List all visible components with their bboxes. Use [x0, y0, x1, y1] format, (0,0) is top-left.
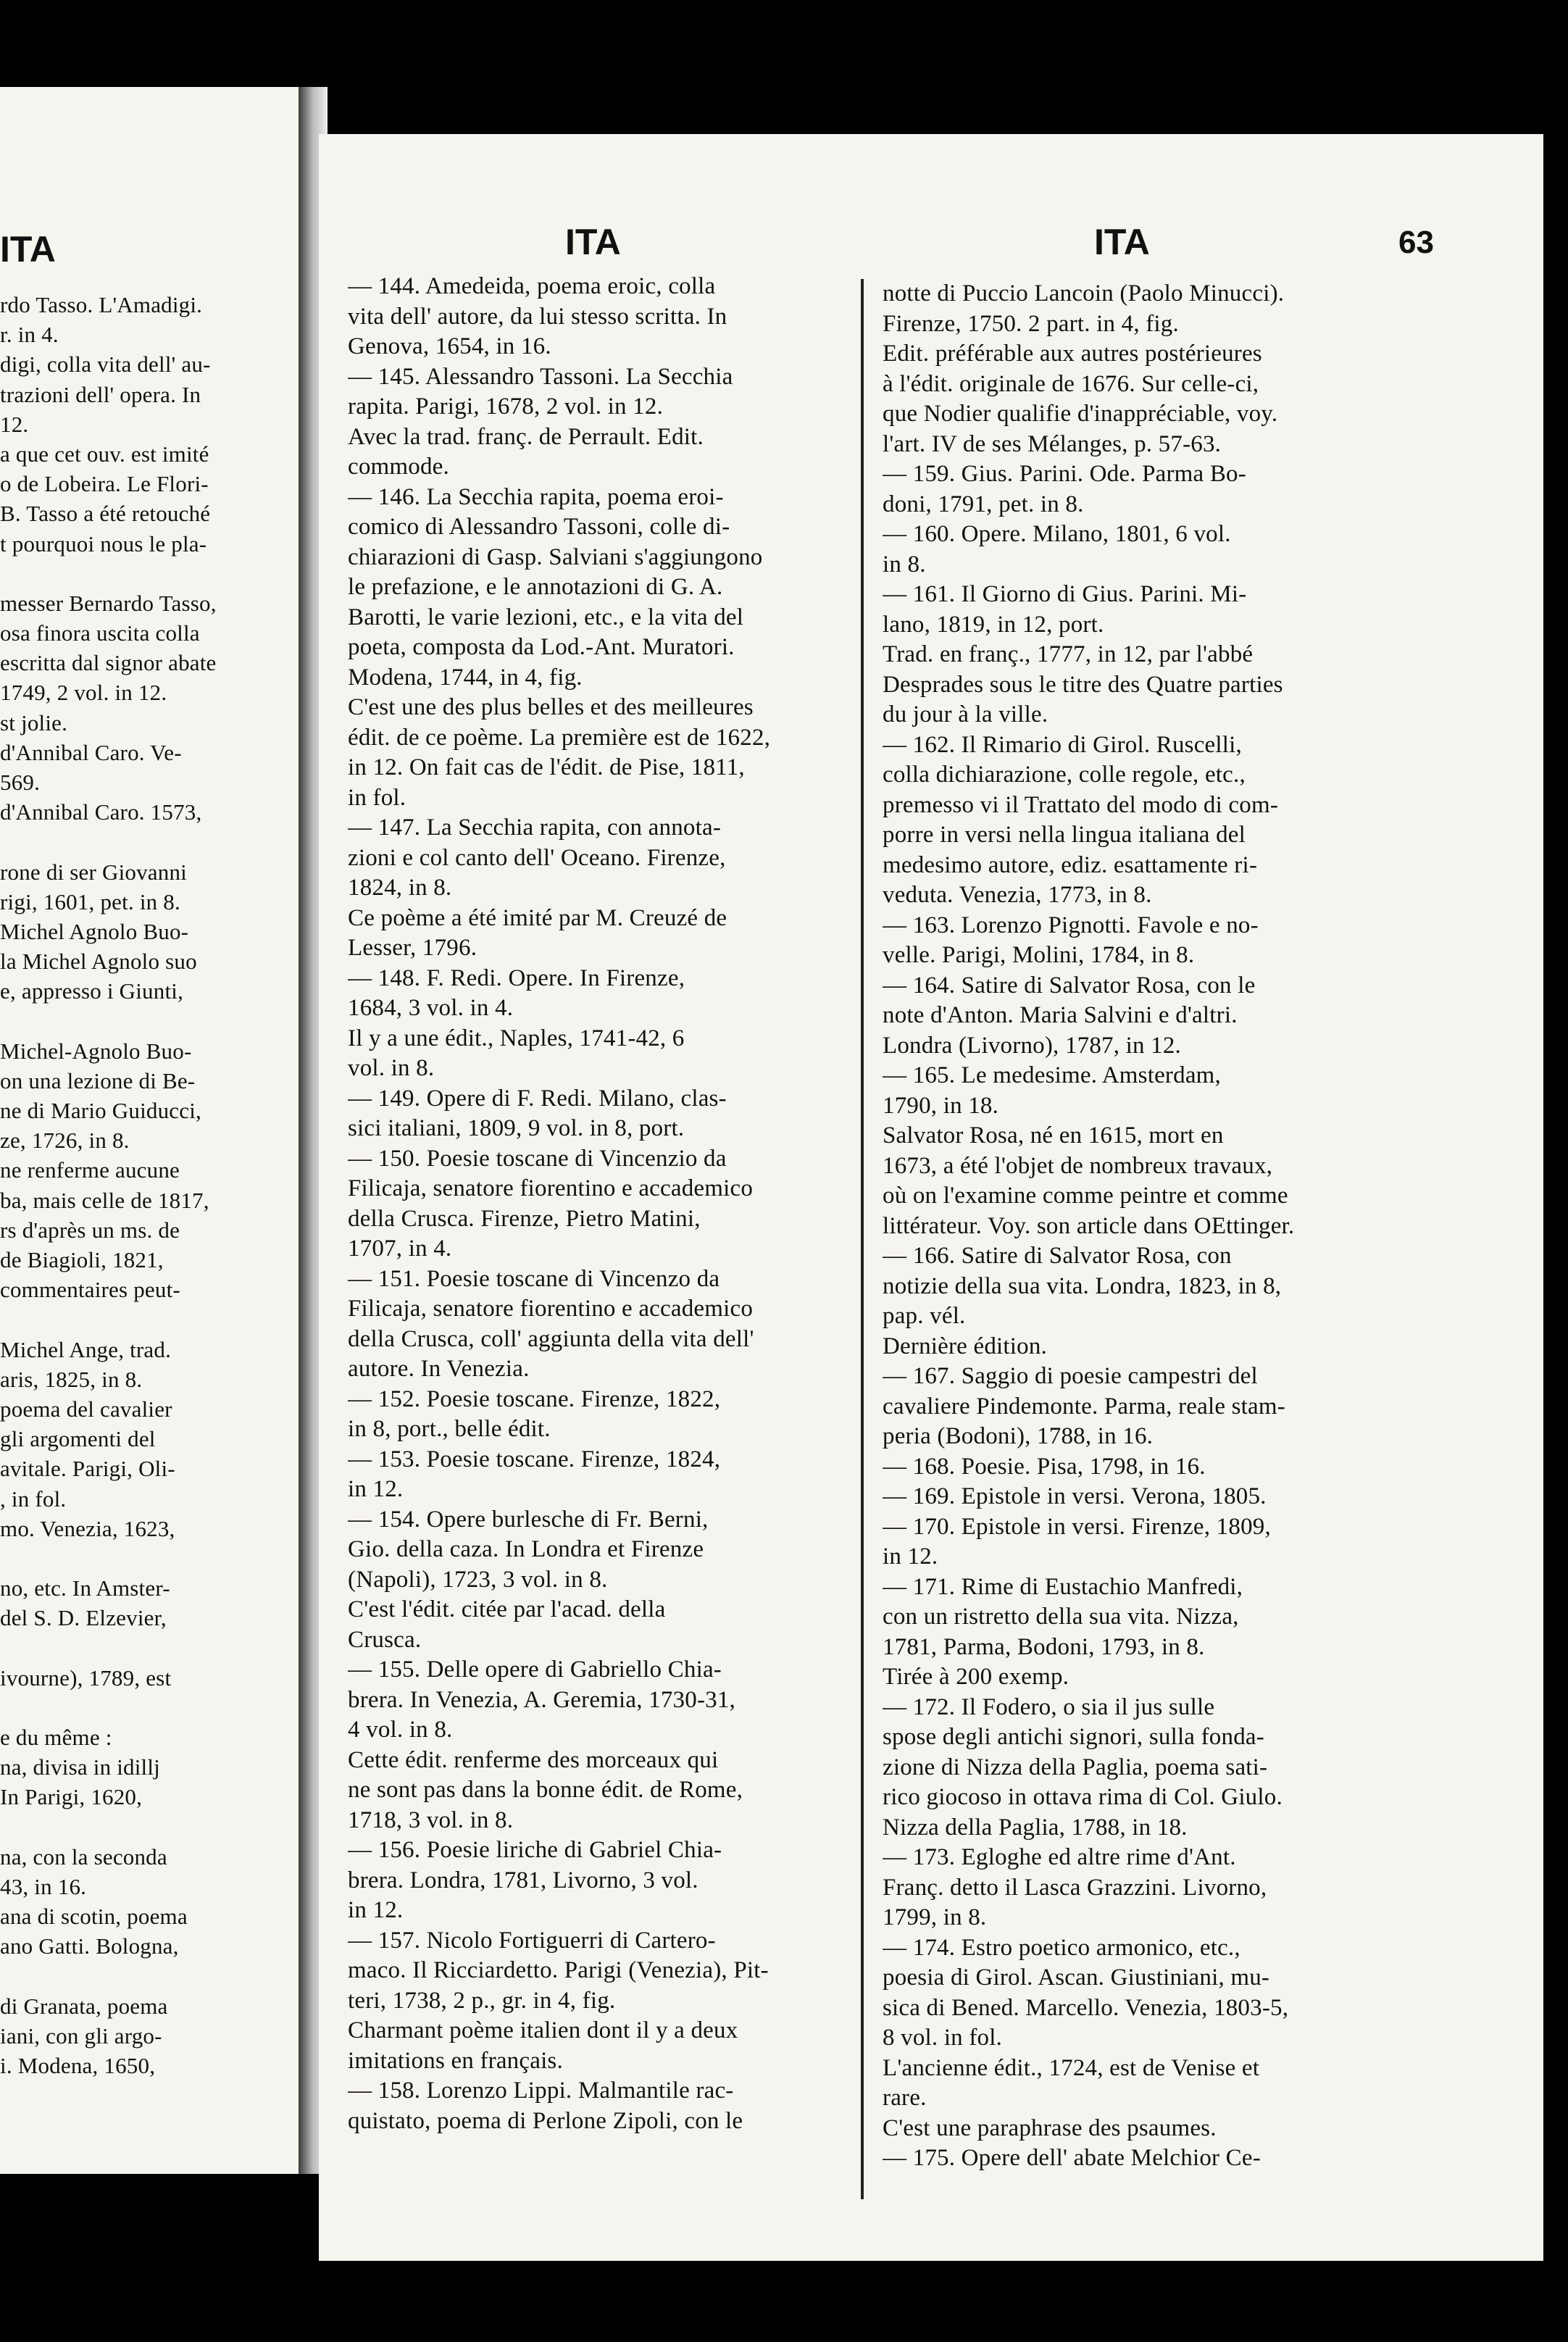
text-line: i. Modena, 1650,	[0, 2053, 156, 2079]
text-line: t pourquoi nous le pla-	[0, 530, 207, 557]
text-line: veduta. Venezia, 1773, in 8.	[883, 882, 1152, 908]
text-line: B. Tasso a été retouché	[0, 501, 211, 527]
text-line: — 169. Epistole in versi. Verona, 1805.	[883, 1483, 1267, 1509]
text-line: imitations en français.	[348, 2047, 563, 2074]
text-line: 1781, Parma, Bodoni, 1793, in 8.	[883, 1633, 1205, 1660]
text-line: in fol.	[348, 784, 406, 811]
text-line: — 164. Satire di Salvator Rosa, con le	[883, 972, 1256, 999]
text-line: della Crusca, coll' aggiunta della vita dell'	[348, 1325, 754, 1352]
text-line: Genova, 1654, in 16.	[348, 333, 551, 359]
text-line: vol. in 8.	[348, 1055, 435, 1081]
text-line: cavaliere Pindemonte. Parma, reale stam-	[883, 1393, 1285, 1420]
text-line: on una lezione di Be-	[0, 1067, 196, 1093]
running-header-left: ITA	[565, 222, 621, 262]
text-line: maco. Il Ricciardetto. Parigi (Venezia), Pit-	[348, 1957, 769, 1983]
text-line: littérateur. Voy. son article dans OEttinger.	[883, 1212, 1295, 1239]
text-line: 1673, a été l'objet de nombreux travaux,	[883, 1152, 1273, 1179]
text-line: — 159. Gius. Parini. Ode. Parma Bo-	[883, 461, 1246, 487]
text-line: 12.	[0, 411, 29, 437]
text-line	[0, 559, 290, 588]
text-line: commode.	[348, 454, 449, 480]
text-line: chiarazioni di Gasp. Salviani s'aggiungono	[348, 543, 763, 570]
text-line	[0, 1962, 290, 1991]
page-number: 63	[1398, 225, 1434, 260]
text-line: Tirée à 200 exemp.	[883, 1664, 1069, 1690]
text-line: spose degli antichi signori, sulla fonda-	[883, 1724, 1264, 1750]
text-line: no, etc. In Amster-	[0, 1575, 170, 1601]
text-line: Dernière édition.	[883, 1333, 1047, 1359]
text-line: Edit. préférable aux autres postérieures	[883, 341, 1262, 367]
text-line: Desprades sous le titre des Quatre parties	[883, 671, 1283, 698]
text-line: que Nodier qualifie d'inappréciable, voy.	[883, 401, 1278, 427]
text-line: poesia di Girol. Ascan. Giustiniani, mu-	[883, 1964, 1270, 1991]
text-line: poeta, composta da Lod.-Ant. Muratori.	[348, 634, 735, 660]
text-line	[0, 1812, 290, 1842]
text-line: où on l'examine comme peintre et comme	[883, 1183, 1288, 1209]
text-line: — 144. Amedeida, poema eroic, colla	[348, 273, 716, 299]
text-line: — 173. Egloghe ed altre rime d'Ant.	[883, 1844, 1236, 1870]
text-line: 4 vol. in 8.	[348, 1717, 453, 1743]
text-line: rare.	[883, 2085, 927, 2111]
text-line: d'Annibal Caro. Ve-	[0, 739, 182, 765]
text-line: Charmant poème italien dont il y a deux	[348, 2017, 738, 2043]
text-line: — 168. Poesie. Pisa, 1798, in 16.	[883, 1453, 1206, 1480]
text-line: medesimo autore, ediz. esattamente ri-	[883, 851, 1258, 878]
text-line	[0, 1543, 290, 1573]
text-line: 569.	[0, 770, 41, 795]
text-line: messer Bernardo Tasso,	[0, 590, 217, 616]
text-line: st jolie.	[0, 709, 68, 735]
text-line: r. in 4.	[0, 322, 59, 348]
text-line: in 12. On fait cas de l'édit. de Pise, 1811,	[348, 754, 745, 780]
text-line: rdo Tasso. L'Amadigi.	[0, 292, 203, 317]
text-line: vita dell' autore, da lui stesso scritta. In	[348, 303, 727, 330]
text-line: iani, con gli argo-	[0, 2022, 162, 2049]
text-line: à l'édit. originale de 1676. Sur celle-ci,	[883, 370, 1259, 397]
text-line: ana di scotin, poema	[0, 1904, 188, 1930]
text-line: rigi, 1601, pet. in 8.	[0, 888, 180, 914]
left-page-header: ITA	[0, 229, 56, 270]
text-line: — 162. Il Rimario di Girol. Ruscelli,	[883, 731, 1242, 758]
text-line: colla dichiarazione, colle regole, etc.,	[883, 762, 1246, 788]
text-line	[0, 1633, 290, 1662]
text-line	[0, 827, 290, 857]
text-line: — 153. Poesie toscane. Firenze, 1824,	[348, 1446, 721, 1472]
text-line: 1824, in 8.	[348, 875, 452, 901]
text-line: 1790, in 18.	[883, 1092, 999, 1119]
text-line: — 167. Saggio di poesie campestri del	[883, 1363, 1258, 1389]
text-line: Trad. en franç., 1777, in 12, par l'abbé	[883, 641, 1254, 667]
column-2	[883, 279, 1383, 2174]
text-line: Firenze, 1750. 2 part. in 4, fig.	[883, 310, 1179, 337]
column-rule	[861, 279, 864, 2199]
text-line: — 151. Poesie toscane di Vincenzo da	[348, 1265, 720, 1292]
text-line: commentaires peut-	[0, 1277, 180, 1303]
text-line: premesso vi il Trattato del modo di com-	[883, 791, 1279, 818]
text-line: — 147. La Secchia rapita, con annota-	[348, 814, 722, 841]
text-line: note d'Anton. Maria Salvini e d'altri.	[883, 1002, 1238, 1028]
text-line: digi, colla vita dell' au-	[0, 351, 211, 378]
text-line: sica di Bened. Marcello. Venezia, 1803-5,	[883, 1994, 1289, 2021]
text-line: C'est l'édit. citée par l'acad. della	[348, 1596, 666, 1622]
text-line: — 175. Opere dell' abate Melchior Ce-	[883, 2145, 1261, 2171]
text-line: — 163. Lorenzo Pignotti. Favole e no-	[883, 912, 1259, 938]
text-line: porre in versi nella lingua italiana del	[883, 822, 1246, 848]
right-page	[319, 134, 1543, 2261]
left-page	[0, 87, 299, 2174]
text-line: Filicaja, senatore fiorentino e accademico	[348, 1175, 754, 1201]
text-line: in 8, port., belle édit.	[348, 1416, 551, 1442]
text-line: — 174. Estro poetico armonico, etc.,	[883, 1934, 1240, 1961]
text-line: trazioni dell' opera. In	[0, 381, 201, 407]
text-line: gli argomenti del	[0, 1426, 156, 1452]
text-line: di Granata, poema	[0, 1993, 168, 2019]
text-line: in 12.	[883, 1543, 938, 1570]
text-line: sici italiani, 1809, 9 vol. in 8, port.	[348, 1115, 685, 1141]
text-line: Londra (Livorno), 1787, in 12.	[883, 1032, 1182, 1059]
text-line: L'ancienne édit., 1724, est de Venise et	[883, 2054, 1260, 2081]
text-line: — 160. Opere. Milano, 1801, 6 vol.	[883, 521, 1231, 547]
text-line: ivourne), 1789, est	[0, 1664, 172, 1691]
text-line: le prefazione, e le annotazioni di G. A.	[348, 574, 723, 600]
text-line: — 171. Rime di Eustachio Manfredi,	[883, 1573, 1243, 1600]
text-line: velle. Parigi, Molini, 1784, in 8.	[883, 942, 1195, 968]
text-line: l'art. IV de ses Mélanges, p. 57-63.	[883, 430, 1222, 457]
text-line: la Michel Agnolo suo	[0, 949, 197, 975]
text-line: édit. de ce poème. La première est de 1622,	[348, 724, 771, 751]
text-line: Lesser, 1796.	[348, 935, 478, 961]
text-line: C'est une paraphrase des psaumes.	[883, 2114, 1217, 2141]
text-line: teri, 1738, 2 p., gr. in 4, fig.	[348, 1987, 616, 2014]
text-line: — 166. Satire di Salvator Rosa, con	[883, 1243, 1232, 1269]
text-line: — 148. F. Redi. Opere. In Firenze,	[348, 964, 685, 991]
running-header-right: ITA	[1094, 222, 1150, 262]
text-line: zione di Nizza della Paglia, poema sati-	[883, 1754, 1268, 1780]
text-line: du jour à la ville.	[883, 701, 1048, 728]
text-line: in 8.	[883, 551, 926, 578]
text-line: — 158. Lorenzo Lippi. Malmantile rac-	[348, 2078, 734, 2104]
text-line: — 156. Poesie liriche di Gabriel Chia-	[348, 1837, 722, 1863]
text-line: ze, 1726, in 8.	[0, 1128, 130, 1154]
text-line: d'Annibal Caro. 1573,	[0, 799, 202, 825]
text-line: — 172. Il Fodero, o sia il jus sulle	[883, 1693, 1215, 1720]
text-line: Salvator Rosa, né en 1615, mort en	[883, 1122, 1224, 1149]
text-line: della Crusca. Firenze, Pietro Matini,	[348, 1205, 701, 1232]
text-line: ne sont pas dans la bonne édit. de Rome,	[348, 1777, 743, 1803]
text-line: rone di ser Giovanni	[0, 859, 187, 885]
text-line: poema del cavalier	[0, 1396, 172, 1422]
text-line: lano, 1819, in 12, port.	[883, 611, 1104, 638]
text-line: (Napoli), 1723, 3 vol. in 8.	[348, 1566, 608, 1593]
text-line: ba, mais celle de 1817,	[0, 1187, 209, 1213]
text-line: 1749, 2 vol. in 12.	[0, 680, 167, 706]
text-line: , in fol.	[0, 1485, 67, 1512]
text-line: con un ristretto della sua vita. Nizza,	[883, 1604, 1239, 1630]
text-line: rapita. Parigi, 1678, 2 vol. in 12.	[348, 393, 664, 420]
text-line: o de Lobeira. Le Flori-	[0, 471, 209, 497]
text-line: 1707, in 4.	[348, 1235, 452, 1262]
text-line: pap. vél.	[883, 1303, 966, 1329]
text-line: Il y a une édit., Naples, 1741-42, 6	[348, 1025, 685, 1051]
left-page-text	[0, 290, 290, 2080]
text-line: e, appresso i Giunti,	[0, 978, 184, 1004]
text-line: brera. Londra, 1781, Livorno, 3 vol.	[348, 1867, 698, 1893]
text-line	[0, 1693, 290, 1722]
text-line: Michel Ange, trad.	[0, 1336, 172, 1362]
text-line: 8 vol. in fol.	[883, 2025, 1003, 2051]
text-line: na, con la seconda	[0, 1843, 167, 1870]
text-line: — 170. Epistole in versi. Firenze, 1809,	[883, 1513, 1271, 1540]
column-1	[348, 272, 841, 2136]
text-line: Gio. della caza. In Londra et Firenze	[348, 1536, 704, 1562]
text-line: zioni e col canto dell' Oceano. Firenze,	[348, 844, 726, 871]
text-line: — 145. Alessandro Tassoni. La Secchia	[348, 363, 733, 390]
text-line: — 146. La Secchia rapita, poema eroi-	[348, 483, 724, 510]
text-line: doni, 1791, pet. in 8.	[883, 491, 1084, 517]
text-line: in 12.	[348, 1897, 404, 1923]
text-line: notizie della sua vita. Londra, 1823, in 8,	[883, 1272, 1282, 1299]
text-line	[0, 1007, 290, 1036]
text-line: Nizza della Paglia, 1788, in 18.	[883, 1814, 1188, 1841]
text-line: osa finora uscita colla	[0, 620, 200, 646]
text-line: In Parigi, 1620,	[0, 1784, 143, 1810]
text-line: ano Gatti. Bologna,	[0, 1933, 179, 1959]
text-line: Modena, 1744, in 4, fig.	[348, 664, 583, 691]
text-line: 43, in 16.	[0, 1873, 87, 1899]
text-line: in 12.	[348, 1476, 404, 1502]
text-line: brera. In Venezia, A. Geremia, 1730-31,	[348, 1686, 735, 1713]
text-line: — 150. Poesie toscane di Vincenzio da	[348, 1145, 727, 1172]
text-line: C'est une des plus belles et des meilleures	[348, 694, 754, 720]
text-line: Crusca.	[348, 1626, 422, 1653]
text-line: — 155. Delle opere di Gabriello Chia-	[348, 1657, 722, 1683]
text-line: notte di Puccio Lancoin (Paolo Minucci).	[883, 280, 1285, 307]
text-line: a que cet ouv. est imité	[0, 441, 209, 467]
text-line: Cette édit. renferme des morceaux qui	[348, 1746, 719, 1773]
text-line: Michel Agnolo Buo-	[0, 918, 189, 944]
text-line: quistato, poema di Perlone Zipoli, con le	[348, 2107, 743, 2134]
text-line: del S. D. Elzevier,	[0, 1605, 167, 1631]
text-line: 1718, 3 vol. in 8.	[348, 1806, 514, 1833]
text-line: aris, 1825, in 8.	[0, 1366, 143, 1392]
text-line	[0, 1304, 290, 1334]
text-line: mo. Venezia, 1623,	[0, 1515, 175, 1541]
text-line: ne renferme aucune	[0, 1157, 180, 1183]
text-line: 1799, in 8.	[883, 1904, 987, 1930]
text-line: Barotti, le varie lezioni, etc., e la vita del	[348, 604, 744, 630]
text-line: autore. In Venezia.	[348, 1356, 530, 1382]
text-line: — 165. Le medesime. Amsterdam,	[883, 1062, 1221, 1088]
text-line: avitale. Parigi, Oli-	[0, 1456, 175, 1482]
text-line: comico di Alessandro Tassoni, colle di-	[348, 514, 730, 540]
text-line: — 149. Opere di F. Redi. Milano, clas-	[348, 1085, 727, 1112]
text-line: Michel-Agnolo Buo-	[0, 1038, 192, 1064]
text-line: Ce poème a été imité par M. Creuzé de	[348, 904, 727, 931]
text-line: — 154. Opere burlesche di Fr. Berni,	[348, 1506, 709, 1533]
text-line: escritta dal signor abate	[0, 650, 217, 676]
text-line: rico giocoso in ottava rima di Col. Giulo.	[883, 1784, 1283, 1810]
text-line: na, divisa in idillj	[0, 1754, 160, 1780]
text-line: — 152. Poesie toscane. Firenze, 1822,	[348, 1385, 721, 1412]
text-line: Avec la trad. franç. de Perrault. Edit.	[348, 423, 704, 450]
text-line: — 161. Il Giorno di Gius. Parini. Mi-	[883, 581, 1247, 607]
text-line: ne di Mario Guiducci,	[0, 1098, 201, 1124]
text-line: peria (Bodoni), 1788, in 16.	[883, 1423, 1154, 1449]
text-line: de Biagioli, 1821,	[0, 1247, 164, 1272]
text-line: Filicaja, senatore fiorentino e accademico	[348, 1296, 754, 1322]
text-line: rs d'après un ms. de	[0, 1217, 180, 1243]
text-line: Franç. detto il Lasca Grazzini. Livorno,	[883, 1874, 1267, 1901]
text-line: 1684, 3 vol. in 4.	[348, 995, 514, 1021]
text-line: — 157. Nicolo Fortiguerri di Cartero-	[348, 1927, 716, 1954]
text-line: e du même :	[0, 1725, 112, 1750]
